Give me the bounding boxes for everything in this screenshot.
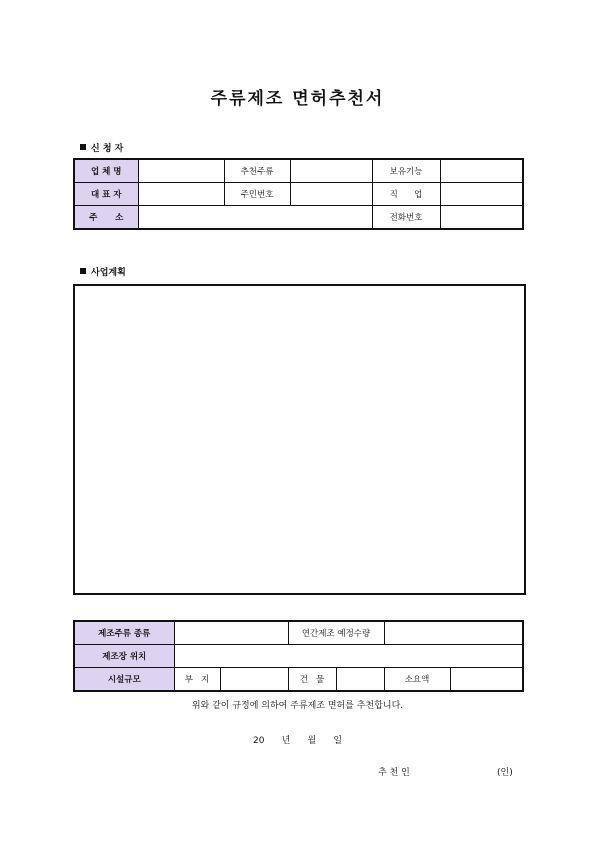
resident-number-field[interactable] — [290, 183, 372, 206]
occupation-label: 직 업 — [372, 183, 440, 206]
company-name-label: 업 체 명 — [74, 159, 138, 183]
representative-label: 대 표 자 — [74, 183, 138, 206]
recommendation-statement: 위와 같이 규정에 의하여 주류제조 면허를 추천합니다. — [191, 701, 404, 711]
table-row — [74, 621, 523, 645]
factory-location-field[interactable] — [174, 645, 523, 668]
facility-table — [73, 620, 524, 692]
address-label: 주 소 — [74, 206, 138, 230]
table-row — [74, 645, 523, 668]
recommender-label: 추 천 인 — [378, 768, 410, 778]
annual-quantity-field[interactable] — [384, 621, 523, 645]
factory-location-label: 제조장 위치 — [74, 645, 174, 668]
applicant-table — [73, 158, 524, 230]
square-bullet-icon — [80, 268, 86, 274]
resident-number-label: 주민번호 — [224, 183, 290, 206]
facility-scale-label: 시설규모 — [74, 668, 174, 692]
table-row — [74, 206, 523, 230]
cost-field[interactable] — [450, 668, 523, 692]
table-row — [74, 159, 523, 183]
occupation-field[interactable] — [440, 183, 523, 206]
annual-quantity-label: 연간제조 예정수량 — [288, 621, 384, 645]
plan-label-text: 사업계획 — [91, 268, 126, 278]
square-bullet-icon — [80, 144, 86, 150]
address-field[interactable] — [138, 206, 372, 230]
phone-field[interactable] — [440, 206, 523, 230]
building-field[interactable] — [336, 668, 384, 692]
cost-label: 소요액 — [384, 668, 450, 692]
representative-field[interactable] — [138, 183, 224, 206]
recommended-liquor-label: 추천주류 — [224, 159, 290, 183]
date-line: 20 년 월 일 — [252, 736, 343, 746]
applicant-section-label — [80, 141, 123, 154]
site-field[interactable] — [220, 668, 288, 692]
skills-label: 보유기능 — [372, 159, 440, 183]
applicant-label-text: 신 청 자 — [91, 144, 124, 154]
seal-mark: (인) — [497, 768, 513, 778]
liquor-kind-label: 제조주류 종류 — [74, 621, 174, 645]
building-label: 건 물 — [288, 668, 336, 692]
plan-section-label — [80, 265, 126, 278]
table-row — [74, 668, 523, 692]
phone-label: 전화번호 — [372, 206, 440, 230]
recommended-liquor-field[interactable] — [290, 159, 372, 183]
liquor-kind-field[interactable] — [174, 621, 288, 645]
skills-field[interactable] — [440, 159, 523, 183]
document-title: 주류제조 면허추천서 — [210, 89, 385, 109]
table-row — [74, 183, 523, 206]
company-name-field[interactable] — [138, 159, 224, 183]
business-plan-box[interactable] — [73, 284, 526, 595]
site-label: 부 지 — [174, 668, 220, 692]
